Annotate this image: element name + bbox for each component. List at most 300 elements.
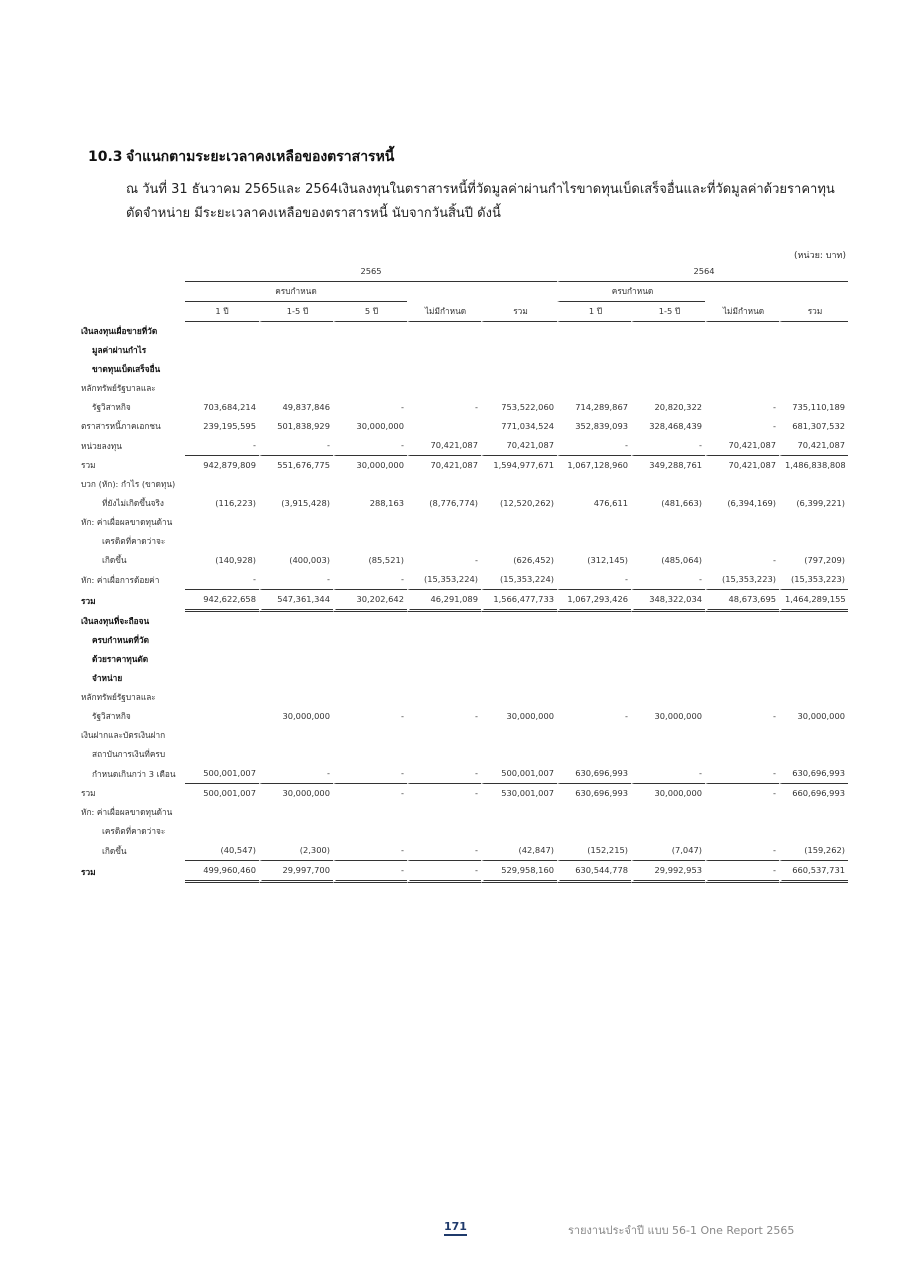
- table-cell: -: [333, 841, 407, 861]
- table-cell: [407, 379, 481, 398]
- table-cell: [259, 803, 333, 822]
- table-cell: 753,522,060: [481, 398, 557, 417]
- table-cell: [481, 745, 557, 764]
- row-label: บวก (หัก): กำไร (ขาดทุน): [81, 479, 176, 489]
- table-cell: [557, 803, 631, 822]
- table-cell: (42,847): [481, 841, 557, 861]
- table-cell: [481, 803, 557, 822]
- table-cell: [631, 650, 705, 669]
- table-cell: [333, 322, 407, 341]
- table-cell: 29,992,953: [631, 861, 705, 883]
- table-cell: [779, 688, 848, 707]
- row-label: หลักทรัพย์รัฐบาลและ: [81, 383, 156, 393]
- table-cell: -: [333, 436, 407, 456]
- table-cell: [185, 650, 259, 669]
- table-cell: [631, 803, 705, 822]
- table-cell: [705, 650, 779, 669]
- table-cell: -: [407, 861, 481, 883]
- table-row: [78, 764, 848, 784]
- table-cell: 1,067,128,960: [557, 456, 631, 475]
- table-cell: 660,696,993: [779, 784, 848, 803]
- table-cell: (40,547): [185, 841, 259, 861]
- table-cell: [705, 360, 779, 379]
- table-cell: 630,696,993: [557, 764, 631, 784]
- table-cell: [779, 322, 848, 341]
- row-label: หัก: ค่าเผื่อผลขาดทุนด้าน: [81, 517, 173, 527]
- table-cell: -: [259, 764, 333, 784]
- table-cell: 46,291,089: [407, 590, 481, 612]
- table-cell: [631, 513, 705, 532]
- col-1y-2564: 1 ปี: [557, 302, 631, 322]
- table-cell: [407, 631, 481, 650]
- table-cell: 30,000,000: [481, 707, 557, 726]
- table-cell: -: [333, 784, 407, 803]
- row-label: ตราสารหนี้ภาคเอกชน: [81, 421, 161, 431]
- table-cell: [557, 475, 631, 494]
- row-label: ด้วยราคาทุนตัด: [92, 654, 149, 664]
- col-no-maturity-2565: ไม่มีกำหนด: [407, 302, 481, 322]
- table-cell: [407, 669, 481, 688]
- table-cell: [185, 513, 259, 532]
- table-cell: [705, 631, 779, 650]
- table-cell: -: [557, 570, 631, 590]
- table-cell: -: [705, 861, 779, 883]
- table-cell: -: [631, 570, 705, 590]
- row-label: หัก: ค่าเผื่อผลขาดทุนด้าน: [81, 807, 173, 817]
- table-cell: [333, 612, 407, 631]
- table-cell: [407, 803, 481, 822]
- table-cell: -: [705, 841, 779, 861]
- table-row: [78, 707, 848, 726]
- table-cell: [333, 360, 407, 379]
- table-cell: (140,928): [215, 555, 256, 565]
- table-cell: [185, 475, 259, 494]
- table-cell: [407, 650, 481, 669]
- table-cell: 70,421,087: [481, 436, 557, 456]
- table-cell: [407, 745, 481, 764]
- table-cell: 1,486,838,808: [779, 456, 848, 475]
- table-cell: (485,064): [631, 551, 705, 570]
- table-cell: [705, 669, 779, 688]
- header-row-maturity: [78, 282, 848, 302]
- table-cell: [557, 513, 631, 532]
- table-cell: [185, 532, 259, 551]
- table-cell: 714,289,867: [557, 398, 631, 417]
- table-cell: 30,202,642: [333, 590, 407, 612]
- year-2565-header: 2565: [185, 262, 557, 282]
- table-cell: [407, 612, 481, 631]
- table-cell: 20,820,322: [631, 398, 705, 417]
- table-cell: [333, 688, 407, 707]
- table-cell: [259, 475, 333, 494]
- maturity-header-2565: ครบกำหนด: [185, 282, 407, 302]
- table-cell: [333, 631, 407, 650]
- table-cell: [779, 631, 848, 650]
- table-cell: 771,034,524: [481, 417, 557, 436]
- table-cell: [185, 322, 259, 341]
- table-row: [78, 803, 848, 822]
- row-label: เครดิตที่คาดว่าจะ: [102, 826, 166, 836]
- table-cell: -: [705, 551, 779, 570]
- table-cell: 30,000,000: [259, 784, 333, 803]
- table-cell: [779, 475, 848, 494]
- table-cell: -: [557, 436, 631, 456]
- table-cell: [779, 360, 848, 379]
- row-label: หัก: ค่าเผื่อการด้อยค่า: [81, 574, 160, 585]
- table-cell: -: [407, 764, 481, 784]
- table-cell: [557, 650, 631, 669]
- table-cell: 352,839,093: [557, 417, 631, 436]
- header-row-columns: [78, 302, 848, 322]
- table-cell: [631, 745, 705, 764]
- table-row: [78, 726, 848, 745]
- table-cell: [481, 475, 557, 494]
- table-cell: [481, 360, 557, 379]
- row-label: ครบกำหนดที่วัด: [92, 635, 150, 645]
- table-cell: [557, 360, 631, 379]
- row-label: มูลค่าผ่านกำไร: [92, 345, 147, 355]
- section-number: 10.3: [88, 149, 123, 165]
- row-label: รวม: [81, 788, 96, 798]
- table-cell: [407, 532, 481, 551]
- table-cell: -: [333, 764, 407, 784]
- table-cell: [259, 745, 333, 764]
- table-cell: [779, 650, 848, 669]
- table-row: [78, 360, 848, 379]
- table-cell: [557, 631, 631, 650]
- table-cell: [259, 379, 333, 398]
- table-row: [78, 379, 848, 398]
- table-cell: 70,421,087: [705, 436, 779, 456]
- table-cell: 1,067,293,426: [557, 590, 631, 612]
- row-label: เกิดขึ้น: [102, 845, 127, 856]
- row-label: รวม: [81, 595, 96, 606]
- table-cell: [185, 822, 259, 841]
- table-cell: [333, 803, 407, 822]
- col-1-5y-2564: 1-5 ปี: [631, 302, 705, 322]
- table-cell: (12,520,262): [481, 494, 557, 513]
- table-cell: [557, 341, 631, 360]
- table-cell: [481, 631, 557, 650]
- table-cell: [259, 669, 333, 688]
- table-cell: [779, 379, 848, 398]
- table-cell: [185, 669, 259, 688]
- table-cell: [185, 745, 259, 764]
- table-cell: [481, 532, 557, 551]
- table-cell: (8,776,774): [407, 494, 481, 513]
- table-cell: [631, 475, 705, 494]
- table-cell: [557, 612, 631, 631]
- table-cell: [705, 532, 779, 551]
- table-cell: [259, 513, 333, 532]
- table-cell: -: [407, 707, 481, 726]
- table-cell: 30,000,000: [333, 417, 407, 436]
- table-row: [78, 688, 848, 707]
- table-cell: [631, 631, 705, 650]
- table-row: [78, 322, 848, 341]
- table-cell: -: [185, 436, 259, 456]
- table-cell: [185, 379, 259, 398]
- investment-maturity-table: [78, 262, 848, 883]
- table-cell: -: [705, 707, 779, 726]
- table-cell: (626,452): [481, 551, 557, 570]
- table-row: [78, 494, 848, 513]
- table-cell: 681,307,532: [779, 417, 848, 436]
- table-cell: [557, 322, 631, 341]
- header-row-years: [78, 262, 848, 282]
- table-cell: [333, 669, 407, 688]
- table-row: [78, 398, 848, 417]
- table-cell: (15,353,224): [407, 570, 481, 590]
- table-cell: [481, 822, 557, 841]
- table-cell: [631, 322, 705, 341]
- table-cell: [333, 341, 407, 360]
- table-cell: (2,300): [259, 841, 333, 861]
- table-cell: [557, 726, 631, 745]
- table-cell: [631, 341, 705, 360]
- table-cell: (7,047): [631, 841, 705, 861]
- table-cell: (15,353,223): [705, 570, 779, 590]
- table-row: [78, 784, 848, 803]
- row-label: กำหนดเกินกว่า 3 เดือน: [92, 768, 176, 779]
- table-cell: [185, 803, 259, 822]
- table-cell: [259, 631, 333, 650]
- maturity-header-2564: ครบกำหนด: [557, 282, 705, 302]
- row-label: สถาบันการเงินที่ครบ: [92, 749, 166, 759]
- table-row: [78, 650, 848, 669]
- table-cell: [481, 612, 557, 631]
- col-1-5y-2565: 1-5 ปี: [259, 302, 333, 322]
- table-cell: 328,468,439: [631, 417, 705, 436]
- table-cell: 70,421,087: [779, 436, 848, 456]
- row-label: เงินลงทุนที่จะถือจน: [81, 616, 150, 626]
- table-cell: [779, 513, 848, 532]
- table-cell: [631, 379, 705, 398]
- table-cell: -: [185, 570, 259, 590]
- row-label: รวม: [81, 866, 96, 877]
- table-cell: (6,394,169): [705, 494, 779, 513]
- table-cell: [185, 341, 259, 360]
- table-cell: 942,879,809: [203, 460, 256, 470]
- table-cell: -: [705, 417, 779, 436]
- table-cell: (15,353,223): [779, 570, 848, 590]
- table-cell: [481, 341, 557, 360]
- table-cell: 942,622,658: [185, 590, 259, 612]
- table-cell: 348,322,034: [631, 590, 705, 612]
- table-cell: [631, 532, 705, 551]
- table-cell: 499,960,460: [185, 861, 259, 883]
- table-cell: [705, 745, 779, 764]
- table-cell: [333, 475, 407, 494]
- table-cell: [333, 726, 407, 745]
- row-label: ขาดทุนเบ็ดเสร็จอื่น: [92, 364, 161, 374]
- table-cell: [557, 379, 631, 398]
- year-2564-header: 2564: [557, 262, 848, 282]
- section-heading: [88, 146, 394, 168]
- table-cell: 30,000,000: [779, 707, 848, 726]
- table-cell: (116,223): [215, 498, 256, 508]
- table-cell: [631, 688, 705, 707]
- table-cell: [333, 745, 407, 764]
- table-cell: -: [259, 570, 333, 590]
- table-cell: [481, 726, 557, 745]
- table-cell: -: [705, 398, 779, 417]
- table-cell: [779, 612, 848, 631]
- table-cell: [407, 322, 481, 341]
- col-no-maturity-2564: ไม่มีกำหนด: [705, 302, 779, 322]
- table-cell: [481, 322, 557, 341]
- row-label: ที่ยังไม่เกิดขึ้นจริง: [102, 498, 164, 508]
- row-label: เงินลงทุนเผื่อขายที่วัด: [81, 326, 158, 336]
- table-row: [78, 861, 848, 883]
- table-cell: [185, 612, 259, 631]
- table-cell: [259, 650, 333, 669]
- table-cell: [481, 688, 557, 707]
- table-cell: [407, 726, 481, 745]
- table-cell: [705, 612, 779, 631]
- table-cell: [779, 726, 848, 745]
- table-cell: 547,361,344: [259, 590, 333, 612]
- unit-label: (หน่วย: บาท): [793, 251, 846, 261]
- table-cell: [557, 669, 631, 688]
- table-cell: [631, 822, 705, 841]
- table-cell: -: [333, 398, 407, 417]
- table-cell: [631, 726, 705, 745]
- table-cell: (3,915,428): [259, 494, 333, 513]
- table-cell: 630,696,993: [557, 784, 631, 803]
- table-row: [78, 456, 848, 475]
- table-row: [78, 436, 848, 456]
- col-total-2564: รวม: [779, 302, 848, 322]
- table-cell: [779, 669, 848, 688]
- table-row: [78, 417, 848, 436]
- table-cell: 70,421,087: [407, 456, 481, 475]
- row-label: รัฐวิสาหกิจ: [92, 402, 131, 412]
- table-cell: [259, 612, 333, 631]
- table-cell: 630,696,993: [779, 764, 848, 784]
- table-cell: -: [705, 764, 779, 784]
- table-cell: 49,837,846: [259, 398, 333, 417]
- table-cell: -: [407, 841, 481, 861]
- table-cell: 30,000,000: [259, 707, 333, 726]
- table-cell: [481, 669, 557, 688]
- table-cell: (312,145): [557, 551, 631, 570]
- table-row: [78, 570, 848, 590]
- table-cell: [705, 726, 779, 745]
- table-cell: [259, 360, 333, 379]
- table-cell: [705, 322, 779, 341]
- table-cell: [407, 688, 481, 707]
- table-cell: -: [631, 436, 705, 456]
- table-cell: 500,001,007: [185, 764, 259, 784]
- table-cell: [259, 822, 333, 841]
- table-cell: (481,663): [631, 494, 705, 513]
- table-cell: [705, 803, 779, 822]
- table-row: [78, 822, 848, 841]
- table-cell: [407, 513, 481, 532]
- table-cell: -: [333, 707, 407, 726]
- row-label: รวม: [81, 460, 96, 470]
- table-cell: [407, 475, 481, 494]
- table-cell: -: [259, 436, 333, 456]
- table-cell: 30,000,000: [631, 707, 705, 726]
- table-cell: 1,464,289,155: [779, 590, 848, 612]
- table-cell: 29,997,700: [259, 861, 333, 883]
- table-cell: [631, 612, 705, 631]
- col-1y-2565: 1 ปี: [185, 302, 259, 322]
- table-cell: -: [705, 784, 779, 803]
- table-cell: [407, 822, 481, 841]
- table-cell: [259, 341, 333, 360]
- table-cell: [631, 360, 705, 379]
- table-cell: [779, 745, 848, 764]
- table-cell: 500,001,007: [203, 788, 256, 798]
- row-label: เครดิตที่คาดว่าจะ: [102, 536, 166, 546]
- table-row: [78, 590, 848, 612]
- table-cell: [779, 532, 848, 551]
- table-cell: [631, 669, 705, 688]
- table-cell: -: [333, 570, 407, 590]
- table-cell: [185, 707, 259, 726]
- table-cell: 476,611: [557, 494, 631, 513]
- table-cell: [557, 532, 631, 551]
- row-label: รัฐวิสาหกิจ: [92, 711, 131, 721]
- table-cell: [333, 513, 407, 532]
- table-cell: [557, 822, 631, 841]
- table-cell: [407, 341, 481, 360]
- table-cell: [185, 631, 259, 650]
- table-cell: 660,537,731: [779, 861, 848, 883]
- table-cell: 48,673,695: [705, 590, 779, 612]
- table-cell: 239,195,595: [203, 421, 256, 431]
- report-title: รายงานประจำปี แบบ 56-1 One Report 2565: [568, 1224, 795, 1237]
- table-cell: [779, 822, 848, 841]
- table-cell: [557, 745, 631, 764]
- row-label: เงินฝากและบัตรเงินฝาก: [81, 730, 166, 740]
- table-cell: (400,003): [259, 551, 333, 570]
- table-cell: [259, 688, 333, 707]
- table-cell: 30,000,000: [631, 784, 705, 803]
- table-cell: (152,215): [557, 841, 631, 861]
- table-cell: [185, 726, 259, 745]
- table-cell: 349,288,761: [631, 456, 705, 475]
- table-cell: [705, 688, 779, 707]
- row-label: หน่วยลงทุน: [81, 440, 122, 451]
- page-number: 171: [444, 1220, 467, 1236]
- table-cell: (6,399,221): [779, 494, 848, 513]
- table-cell: [705, 513, 779, 532]
- table-row: [78, 612, 848, 631]
- table-cell: 735,110,189: [779, 398, 848, 417]
- table-cell: [259, 726, 333, 745]
- row-label: หลักทรัพย์รัฐบาลและ: [81, 692, 156, 702]
- table-cell: -: [333, 861, 407, 883]
- section-title: จำแนกตามระยะเวลาคงเหลือของตราสารหนี้: [126, 149, 395, 165]
- table-cell: [407, 360, 481, 379]
- table-cell: 630,544,778: [557, 861, 631, 883]
- table-cell: 551,676,775: [259, 456, 333, 475]
- table-cell: [481, 513, 557, 532]
- row-label: เกิดขึ้น: [102, 555, 127, 565]
- table-cell: [333, 822, 407, 841]
- table-cell: -: [407, 398, 481, 417]
- table-cell: [185, 688, 259, 707]
- table-cell: -: [557, 707, 631, 726]
- table-cell: [705, 341, 779, 360]
- table-cell: (159,262): [779, 841, 848, 861]
- table-cell: -: [407, 784, 481, 803]
- table-cell: 1,566,477,733: [481, 590, 557, 612]
